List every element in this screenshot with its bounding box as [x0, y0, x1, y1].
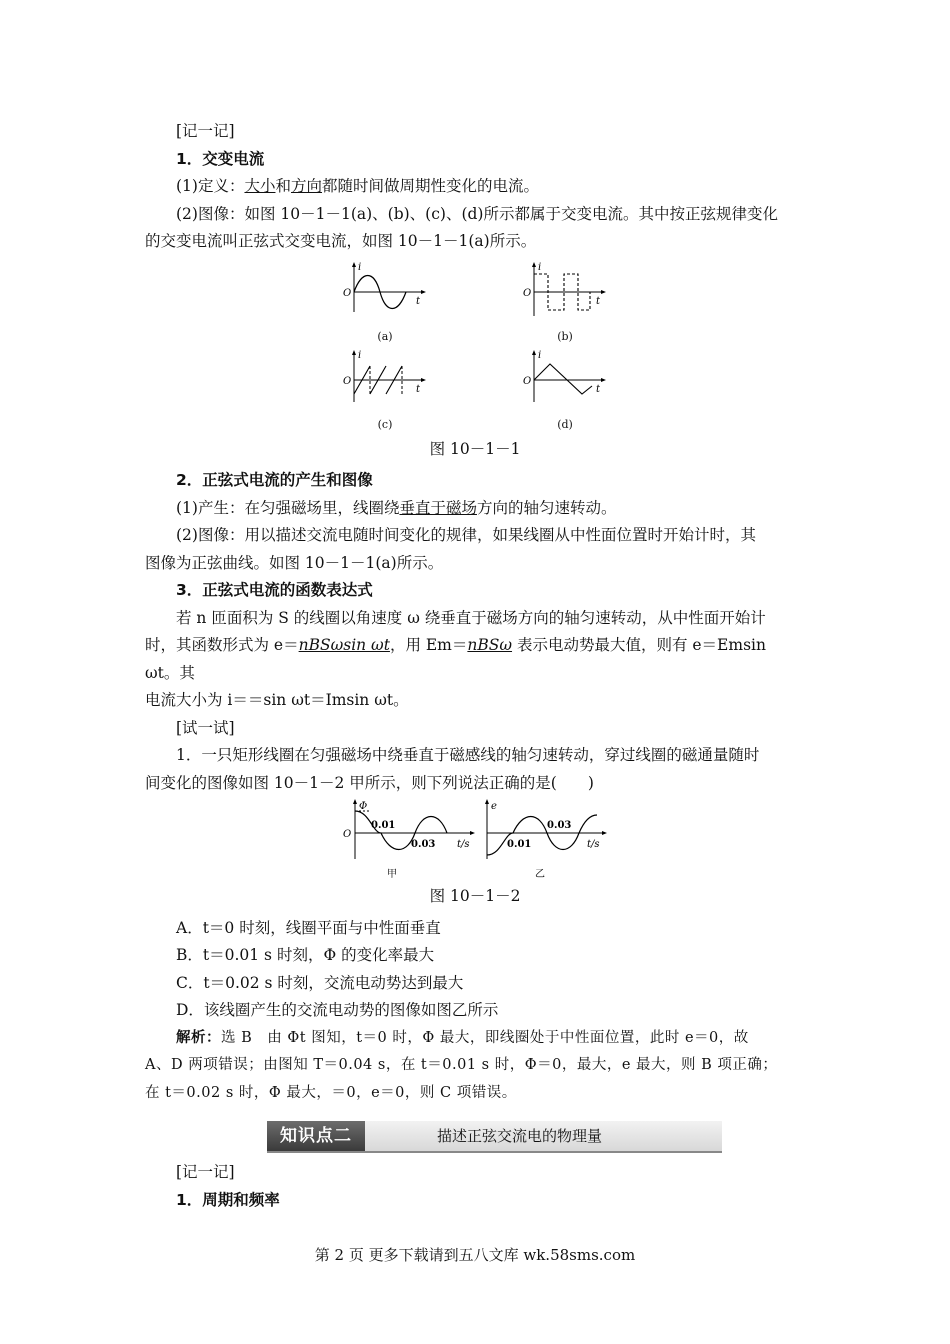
svg-text:t: t: [596, 383, 601, 395]
definition-line: (1)定义：大小和方向都随时间做周期性变化的电流。: [176, 177, 540, 195]
figure-row-bottom: [145, 348, 805, 432]
paragraph: 的交变电流叫正弦式交变电流，如图 10－1－1(a)所示。: [145, 232, 537, 250]
section-header: [记一记]: [176, 1163, 235, 1181]
sawtooth-wave-graph: [340, 348, 430, 418]
paragraph: (2)图像：用以描述交流电随时间变化的规律，如果线圈从中性面位置时开始计时，其: [176, 526, 756, 544]
svg-text:t: t: [416, 383, 421, 395]
question-text: 间变化的图像如图 10－1－2 甲所示，则下列说法正确的是( ): [145, 773, 594, 792]
section-header: [记一记]: [176, 122, 235, 140]
sine-wave-graph: [340, 260, 430, 330]
svg-text:t: t: [596, 295, 601, 307]
svg-text:O: O: [343, 287, 352, 299]
paragraph: 若 n 匝面积为 S 的线圈以角速度 ω 绕垂直于磁场方向的轴匀速转动，从中性面开始计: [176, 608, 766, 627]
analysis-line: 解析：选 B 由 Φt 图知，t＝0 时，Φ 最大，即线圈处于中性面位置，此时 e＝0，故: [176, 1029, 749, 1046]
svg-text:乙: 乙: [535, 869, 545, 880]
svg-text:i: i: [538, 261, 542, 273]
option-c: C．t＝0.02 s 时刻，交流电动势达到最大: [176, 973, 464, 992]
svg-text:O: O: [343, 829, 352, 840]
option-d: D．该线圈产生的交流电动势的图像如图乙所示: [176, 1001, 499, 1019]
question-text: 1．一只矩形线圈在匀强磁场中绕垂直于磁感线的轴匀速转动，穿过线圈的磁通量随时: [176, 746, 760, 764]
page-footer: 第 2 页 更多下载请到五八文库 wk.58sms.com: [314, 1246, 636, 1264]
paragraph: (2)图像：如图 10－1－1(a)、(b)、(c)、(d)所示都属于交变电流。其中按正弦规律变化: [176, 204, 778, 223]
figure-10-1-2: [145, 797, 805, 881]
underlined-answer: 垂直于磁场: [399, 498, 477, 517]
svg-text:t/s: t/s: [457, 839, 470, 850]
figure-label: (b): [557, 329, 573, 343]
option-b: B．t＝0.01 s 时刻，Φ 的变化率最大: [176, 946, 435, 964]
svg-text:i: i: [538, 349, 542, 361]
svg-text:O: O: [523, 375, 532, 387]
svg-text:O: O: [343, 375, 352, 387]
figure-label: (a): [377, 329, 393, 343]
svg-text:i: i: [358, 261, 362, 273]
figure-label: (d): [557, 417, 573, 431]
figure-caption: 图 10－1－1: [429, 439, 521, 458]
item-title: 2．正弦式电流的产生和图像: [176, 471, 373, 489]
figure-c: [340, 348, 430, 432]
analysis-label: 解析：: [176, 1029, 221, 1046]
underlined-answer: nBSωsin ωt: [298, 636, 390, 654]
svg-text:0.03: 0.03: [547, 820, 572, 831]
square-wave-graph: [520, 260, 610, 330]
underlined-answer: 方向: [291, 177, 323, 195]
paragraph: 电流大小为 i＝＝sin ωt＝Imsin ωt。: [145, 691, 409, 709]
option-a: A．t＝0 时刻，线圈平面与中性面垂直: [176, 918, 441, 937]
figure-b: [520, 260, 610, 344]
paragraph: 图像为正弦曲线。如图 10－1－1(a)所示。: [145, 553, 444, 572]
page-content: [145, 118, 805, 1214]
svg-text:0.03: 0.03: [411, 839, 436, 850]
banner-tag: 知识点二: [267, 1121, 365, 1151]
figure-caption: 图 10－1－2: [429, 887, 521, 905]
paragraph: (1)产生：在匀强磁场里，线圈绕垂直于磁场方向的轴匀速转动。: [176, 498, 617, 517]
analysis-line: 在 t＝0.02 s 时，Φ 最大，＝0，e＝0，则 C 项错误。: [145, 1084, 517, 1101]
svg-text:Φ: Φ: [359, 801, 368, 812]
analysis-line: A、D 两项错误；由图知 T＝0.04 s，在 t＝0.01 s 时，Φ＝0，最大，e 最大，则 B 项正确；: [145, 1057, 778, 1073]
svg-text:0.01: 0.01: [371, 820, 396, 831]
banner-title: 描述正弦交流电的物理量: [437, 1127, 603, 1145]
svg-text:i: i: [358, 349, 362, 361]
underlined-answer: nBSω: [467, 636, 513, 654]
triangle-wave-graph: [520, 348, 610, 418]
svg-text:t: t: [416, 295, 421, 307]
figure-a: [340, 260, 430, 344]
svg-text:e: e: [491, 801, 497, 812]
figure-d: [520, 348, 610, 432]
paragraph: 时，其函数形式为 e＝nBSωsin ωt，用 Em＝nBSω 表示电动势最大值，则有 e＝Emsin ωt。其: [145, 636, 766, 682]
item-title: 1．周期和频率: [176, 1190, 280, 1209]
item-title: 3．正弦式电流的函数表达式: [176, 581, 373, 599]
knowledge-point-banner: [267, 1121, 722, 1153]
svg-text:t/s: t/s: [587, 839, 600, 850]
figure-row-top: [145, 260, 805, 344]
item-title: 1．交变电流: [176, 149, 265, 168]
svg-text:甲: 甲: [387, 869, 397, 880]
figure-label: (c): [377, 417, 393, 431]
svg-text:0.01: 0.01: [507, 839, 532, 850]
svg-text:O: O: [523, 287, 532, 299]
underlined-answer: 大小: [244, 177, 276, 195]
flux-emf-graphs: [335, 797, 615, 881]
section-header: [试一试]: [176, 718, 235, 737]
